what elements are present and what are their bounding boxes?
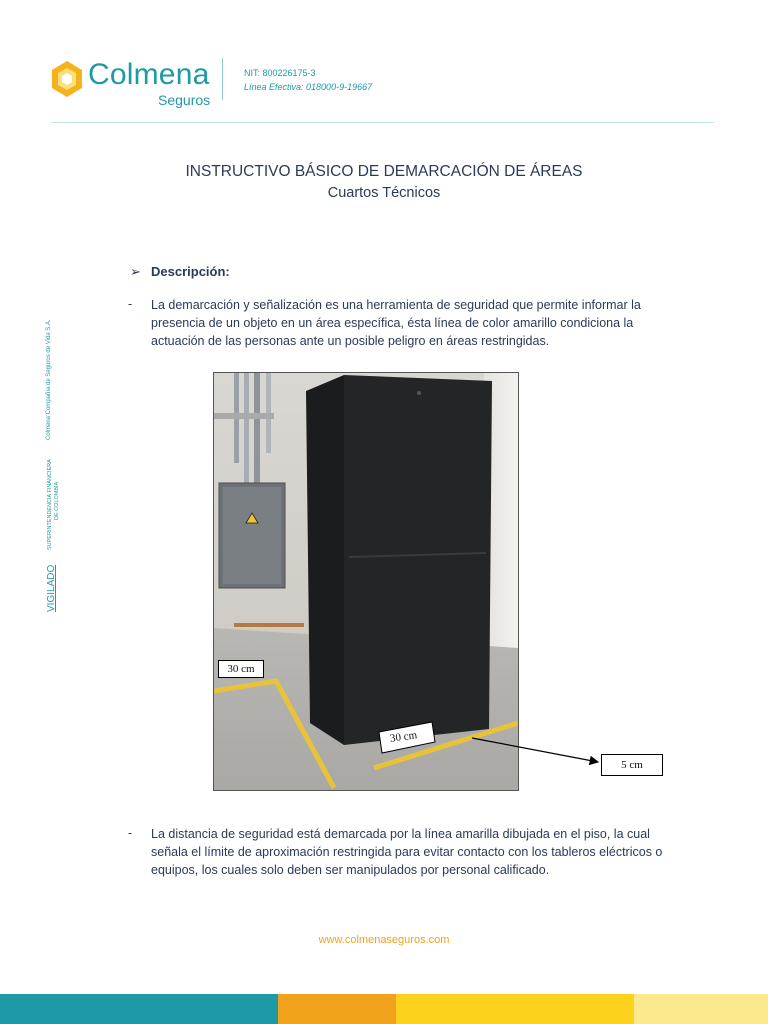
- header-separator: [222, 58, 223, 100]
- description-paragraph: La demarcación y señalización es una herramienta de seguridad que permite informar la presencia de un objeto en un área específica, ésta línea de color amarillo condiciona la actuación de las personas ante un posible peligro en áreas restringidas.: [151, 298, 641, 348]
- section-heading: Descripción:: [151, 264, 230, 279]
- vigilado-label: VIGILADO: [46, 564, 57, 612]
- side-legal-text: [20, 290, 80, 620]
- dash-bullet: -: [128, 297, 133, 311]
- label-5cm: 5 cm: [601, 754, 663, 776]
- de-colombia-label: DE COLOMBIA: [54, 481, 60, 520]
- brand-name: Colmena: [88, 58, 210, 91]
- server-rack-photo: [213, 372, 519, 791]
- label-30cm-left: 30 cm: [218, 660, 264, 678]
- pointer-arrow-icon: [470, 735, 605, 770]
- footer-band-orange: [278, 994, 396, 1024]
- section-arrow-icon: ➢: [130, 264, 141, 279]
- photo-illustration: [214, 373, 518, 790]
- superintendencia-label: SUPERINTENDENCIA FINANCIERA: [47, 459, 53, 550]
- company-legal-name: Colmena Compañía de Seguros de Vida S.A.: [46, 319, 52, 440]
- brand-sub: Seguros: [158, 92, 211, 108]
- footer-website-link[interactable]: www.colmenaseguros.com: [318, 934, 450, 946]
- colmena-logo-icon: [50, 60, 84, 98]
- dash-bullet-2: -: [128, 826, 133, 840]
- footer-band-pale-yellow: [634, 994, 768, 1024]
- document-subtitle: Cuartos Técnicos: [327, 185, 441, 201]
- document-title: INSTRUCTIVO BÁSICO DE DEMARCACIÓN DE ÁREAS: [185, 163, 583, 180]
- header-divider: [52, 122, 714, 123]
- footer-band-yellow: [396, 994, 634, 1024]
- footer-band-teal: [0, 994, 278, 1024]
- label-30cm-bottom: 30 cm: [389, 729, 418, 745]
- linea-efectiva-text: Línea Efectiva: 018000-9-19667: [244, 82, 373, 92]
- nit-text: NIT: 800226175-3: [244, 68, 316, 78]
- safety-distance-paragraph: La distancia de seguridad está demarcada por la línea amarilla dibujada en el piso, la cual señala el límite de aproximación restringida para evitar contacto con los tableros eléctricos o equipos, los cuales solo deben ser manipulados por personal calificado.: [151, 827, 663, 877]
